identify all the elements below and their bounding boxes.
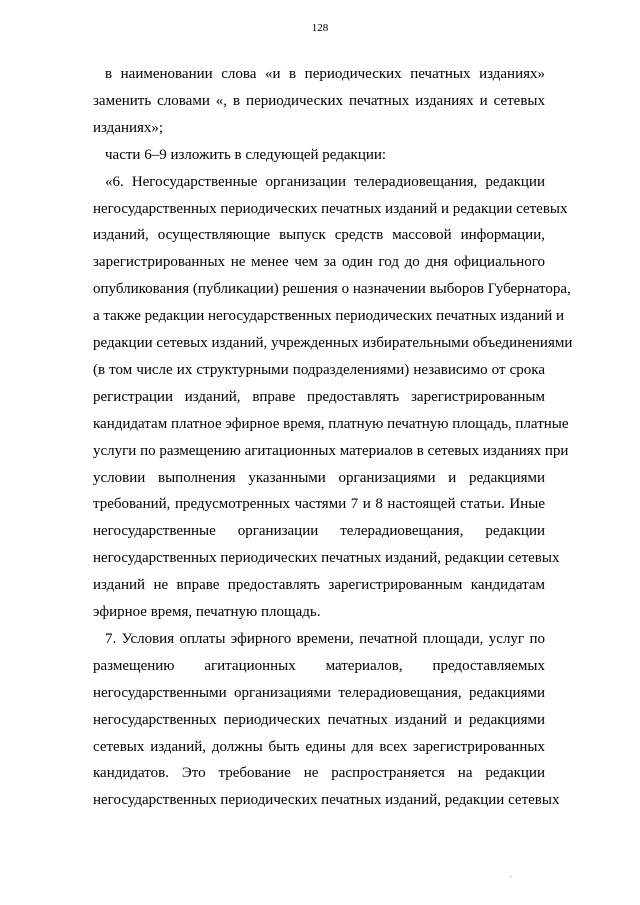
text-line: негосударственных периодических печатных изданий, редакции сетевых — [93, 792, 560, 808]
scan-speck — [510, 876, 512, 877]
text-line: негосударственных периодических печатных изданий и редакциями — [93, 712, 545, 728]
text-line: сетевых изданий, должны быть едины для всех зарегистрированных — [93, 739, 545, 755]
text-line: (в том числе их структурными подразделениями) независимо от срока — [93, 362, 545, 378]
text-line: а также редакции негосударственных периодических печатных изданий и — [93, 308, 565, 324]
text-line: 7. Условия оплаты эфирного времени, печатной площади, услуг по — [105, 631, 545, 647]
text-line: размещению агитационных материалов, предоставляемых — [93, 658, 545, 674]
text-line: кандидатов. Это требование не распространяется на редакции — [93, 765, 545, 781]
text-line: изданий, осуществляющие выпуск средств массовой информации, — [93, 227, 545, 243]
text-line: заменить словами «, в периодических печатных изданиях и сетевых — [93, 93, 545, 109]
text-line: опубликования (публикации) решения о назначении выборов Губернатора, — [93, 281, 571, 297]
text-line: негосударственными организациями телерадиовещания, редакциями — [93, 685, 545, 701]
text-line: «6. Негосударственные организации телерадиовещания, редакции — [105, 174, 545, 190]
text-line: части 6–9 изложить в следующей редакции: — [105, 147, 387, 163]
text-line: изданий не вправе предоставлять зарегистрированным кандидатам — [93, 577, 545, 593]
text-line: условии выполнения указанными организациями и редакциями — [93, 470, 545, 486]
text-line: редакции сетевых изданий, учрежденных избирательными объединениями — [93, 335, 573, 351]
text-line: регистрации изданий, вправе предоставлять зарегистрированным — [93, 389, 545, 405]
text-line: кандидатам платное эфирное время, платную печатную площадь, платные — [93, 416, 569, 432]
text-line: услуги по размещению агитационных материалов в сетевых изданиях при — [93, 443, 569, 459]
text-line: в наименовании слова «и в периодических печатных изданиях» — [105, 66, 545, 82]
text-line: эфирное время, печатную площадь. — [93, 604, 321, 620]
text-line: негосударственных периодических печатных изданий, редакции сетевых — [93, 550, 560, 566]
text-line: негосударственных периодических печатных изданий и редакции сетевых — [93, 201, 568, 217]
text-line: зарегистрированных не менее чем за один год до дня официального — [93, 254, 545, 270]
text-line: изданиях»; — [93, 120, 164, 136]
text-line: требований, предусмотренных частями 7 и 8 настоящей статьи. Иные — [93, 496, 545, 512]
text-line: негосударственные организации телерадиовещания, редакции — [93, 523, 545, 539]
page-number: 128 — [311, 22, 329, 34]
